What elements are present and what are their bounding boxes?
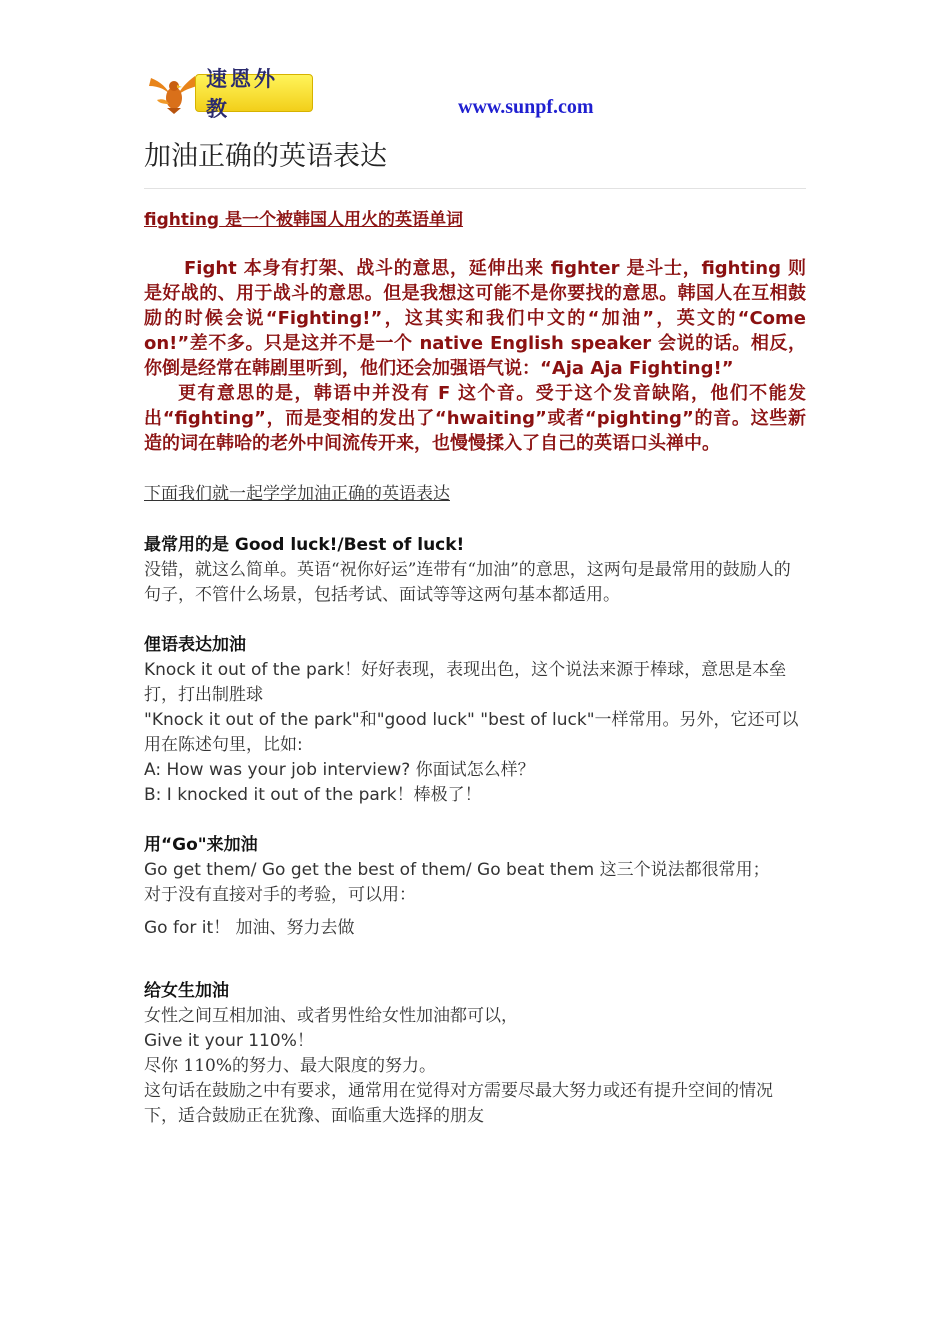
section-text: 这句话在鼓励之中有要求，通常用在觉得对方需要尽最大努力或还有提升空间的情况下，适合鼓励正在犹豫、面临重大选择的朋友 xyxy=(144,1081,773,1126)
section-text: 女性之间互相加油、或者男性给女性加油都可以， xyxy=(144,1006,518,1026)
section-text: Go for it！ 加油、努力去做 xyxy=(144,918,355,938)
section-title: 用“Go"来加油 xyxy=(144,835,258,855)
section-text: 对于没有直接对手的考验，可以用： xyxy=(144,885,416,905)
intro-paragraph-1: Fight 本身有打架、战斗的意思，延伸出来 fighter 是斗士，fighting 则是好战的、用于战斗的意思。但是我想这可能不是你要找的意思。韩国人在互相鼓励的时候会说“Fighting!”，这其实和我们中文的“加油”，英文的“Come on!”差不多。只是这并不是一个 native English speaker 会说的话。相反，你倒是经常在韩剧里听到，他们还会加强语气说：“Aja Aja Fighting!” xyxy=(144,258,806,379)
section-text: 尽你 110%的努力、最大限度的努力。 xyxy=(144,1056,437,1076)
site-url-link[interactable]: www.sunpf.com xyxy=(458,96,594,118)
intro-paragraph-2: 更有意思的是，韩语中并没有 F 这个音。受于这个发音缺陷，他们不能发出“fighting”，而是变相的发出了“hwaiting”或者“pighting”的音。这些新造的词在韩哈的老外中间流传开来，也慢慢揉入了自己的英语口头禅中。 xyxy=(144,383,806,454)
eagle-logo-icon xyxy=(147,70,199,116)
section-text: "Knock it out of the park"和"good luck" "best of luck"一样常用。另外，它还可以用在陈述句里，比如: xyxy=(144,710,799,755)
section-title: 给女生加油 xyxy=(144,981,229,1001)
section-text: Give it your 110%！ xyxy=(144,1031,314,1051)
logo xyxy=(147,66,313,121)
section-text: Go get them/ Go get the best of them/ Go beat them 这三个说法都很常用； xyxy=(144,860,770,880)
logo-text: 速恩外教 xyxy=(195,74,313,112)
document-title: 加油正确的英语表达 xyxy=(144,141,387,172)
section-text: B: I knocked it out of the park！棒极了！ xyxy=(144,785,482,805)
section-text: A: How was your job interview? 你面试怎么样？ xyxy=(144,760,535,780)
section-text: Knock it out of the park！好好表现，表现出色，这个说法来源于棒球，意思是本垒打，打出制胜球 xyxy=(144,660,787,705)
red-heading: fighting 是一个被韩国人用火的英语单词 xyxy=(144,210,464,230)
section-title: 俚语表达加油 xyxy=(144,635,246,655)
section-text: 没错，就这么简单。英语“祝你好运”连带有“加油”的意思，这两句是最常用的鼓励人的句子，不管什么场景，包括考试、面试等等这两句基本都适用。 xyxy=(144,560,791,605)
article-body xyxy=(144,206,806,1129)
subheading: 下面我们就一起学学加油正确的英语表达 xyxy=(144,484,450,504)
title-divider xyxy=(144,188,806,189)
section-title: 最常用的是 Good luck!/Best of luck! xyxy=(144,535,465,555)
